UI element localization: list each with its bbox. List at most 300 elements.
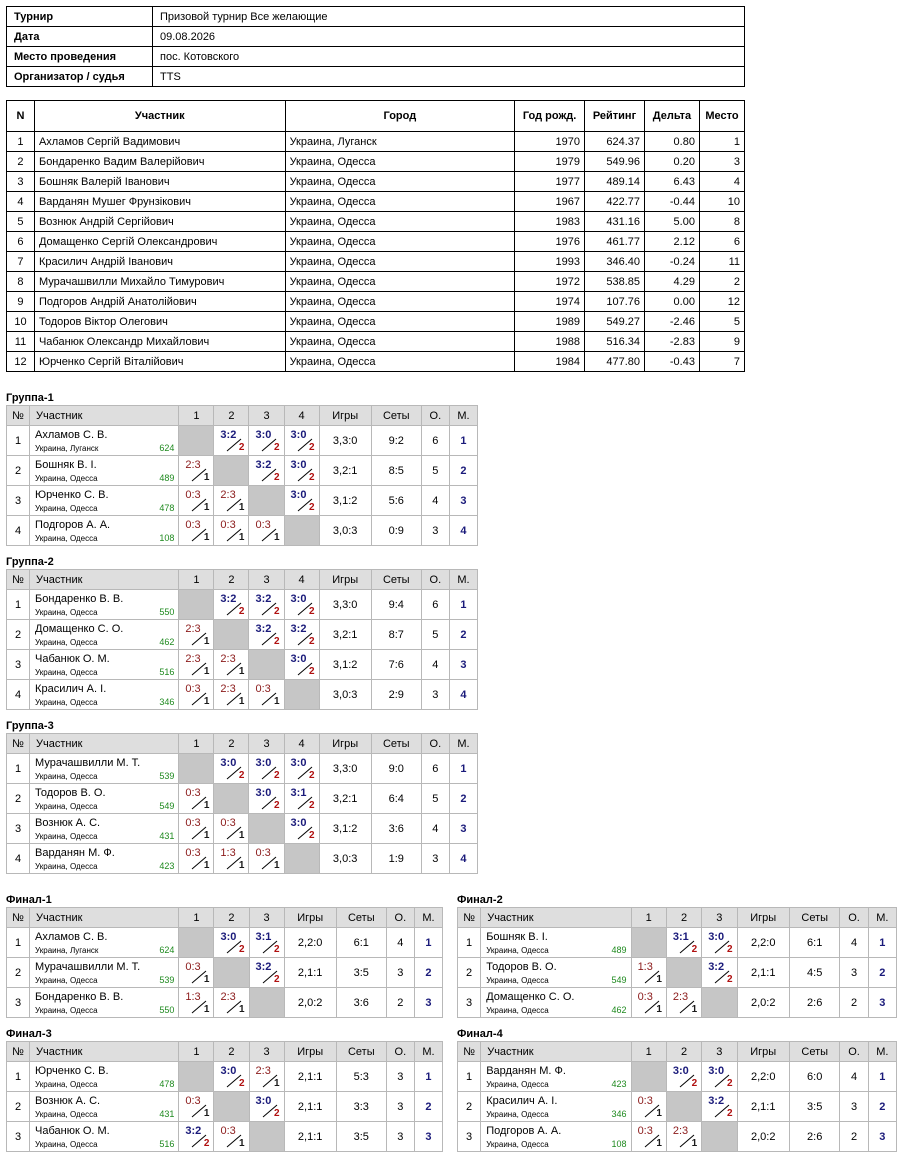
match-points: 1 [656, 1004, 662, 1015]
player-games: 3,2:1 [319, 784, 371, 814]
player-city: Украина, Одесса [35, 772, 98, 781]
match-score: 0:3 [637, 1095, 653, 1107]
match-score: 3:0 [290, 489, 307, 501]
player-rating: 539 [159, 771, 175, 781]
player-city: Украина, Одесса [35, 1140, 98, 1149]
player-rating: 489 [159, 473, 175, 483]
player-cell [481, 1122, 631, 1152]
player-number: 2 [7, 1092, 30, 1122]
match-score: 3:0 [290, 459, 307, 471]
player-rating: 462 [159, 637, 175, 647]
match-score: 3:0 [255, 757, 272, 769]
player-rating: 431 [159, 1109, 175, 1119]
player-name: Юрченко С. В. [35, 489, 109, 501]
player-header: Участник [481, 908, 631, 928]
player-place: 1 [414, 1062, 442, 1092]
opponent-header: 3 [249, 406, 284, 426]
sets-header: Сеты [789, 1042, 839, 1062]
match-result [249, 844, 284, 874]
player-cell [30, 486, 179, 516]
self-cell [214, 456, 249, 486]
match-points: 1 [273, 860, 280, 871]
match-score: 2:3 [220, 991, 236, 1003]
column-header: Дельта [645, 101, 700, 132]
group-table [6, 1041, 443, 1152]
player-sets: 3:5 [336, 1122, 386, 1152]
player-number: 3 [7, 988, 30, 1018]
match-score: 3:2 [220, 429, 237, 441]
match-score: 0:3 [255, 683, 271, 695]
num-header: № [458, 908, 481, 928]
match-score: 0:3 [637, 1125, 653, 1137]
match-result [666, 1122, 701, 1152]
table-cell: 538.85 [585, 272, 645, 292]
player-header: Участник [30, 734, 179, 754]
player-sets: 8:7 [371, 620, 421, 650]
table-cell: 422.77 [585, 192, 645, 212]
match-score: 2:3 [185, 459, 201, 471]
player-name: Бондаренко В. В. [35, 991, 124, 1003]
player-points: 3 [386, 958, 414, 988]
match-score: 1:3 [637, 961, 653, 973]
player-rating: 423 [611, 1079, 627, 1089]
table-cell: 6 [7, 232, 35, 252]
table-cell: Украина, Одесса [285, 272, 515, 292]
player-name: Варданян М. Ф. [35, 847, 115, 859]
match-result [249, 590, 284, 620]
match-score: 3:0 [255, 787, 272, 799]
opponent-header: 3 [702, 1042, 737, 1062]
player-games: 2,1:1 [737, 1092, 789, 1122]
match-result [702, 1062, 737, 1092]
table-cell: 549.96 [585, 152, 645, 172]
match-score: 3:2 [708, 1095, 725, 1107]
table-cell: Украина, Одесса [285, 312, 515, 332]
player-points: 6 [421, 754, 449, 784]
match-points: 1 [203, 860, 210, 871]
player-cell [30, 426, 179, 456]
match-points: 2 [238, 442, 245, 453]
table-cell: 0.20 [645, 152, 700, 172]
table-cell: 10 [699, 192, 744, 212]
match-points: 2 [309, 770, 315, 781]
match-result [179, 516, 214, 546]
table-cell: 0.80 [645, 132, 700, 152]
group-block [6, 719, 478, 874]
match-score: 3:0 [220, 1065, 237, 1077]
table-cell: -2.83 [645, 332, 700, 352]
table-row [7, 590, 478, 620]
player-number: 3 [7, 650, 30, 680]
self-cell [666, 1092, 701, 1122]
player-place: 4 [449, 516, 477, 546]
player-place: 2 [449, 784, 477, 814]
player-city: Украина, Одесса [35, 832, 98, 841]
table-cell: 1 [7, 132, 35, 152]
match-result [249, 456, 284, 486]
match-points: 1 [238, 1138, 245, 1149]
player-city: Украина, Одесса [486, 1080, 549, 1089]
match-points: 2 [691, 944, 698, 955]
player-rating: 516 [159, 1139, 175, 1149]
match-result [179, 1092, 214, 1122]
player-number: 1 [7, 426, 30, 456]
opponent-header: 3 [249, 734, 284, 754]
match-score: 3:0 [255, 429, 272, 441]
table-cell: 1979 [515, 152, 585, 172]
match-score: 3:2 [255, 961, 272, 973]
opponent-header: 2 [214, 1042, 249, 1062]
table-row [7, 1092, 443, 1122]
player-city: Украина, Одесса [486, 1140, 549, 1149]
column-header: Место [699, 101, 744, 132]
player-name: Подгоров А. А. [486, 1125, 562, 1137]
num-header: № [458, 1042, 481, 1062]
match-result [249, 620, 284, 650]
table-cell: Вознюк Андрій Сергійович [34, 212, 285, 232]
table-row [7, 312, 745, 332]
table-cell: 7 [7, 252, 35, 272]
player-sets: 5:6 [371, 486, 421, 516]
match-score: 2:3 [220, 489, 236, 501]
player-name: Вознюк А. С. [35, 1095, 101, 1107]
match-score: 3:2 [290, 623, 307, 635]
self-cell [702, 988, 737, 1018]
table-cell: -0.24 [645, 252, 700, 272]
player-games: 2,1:1 [284, 1092, 336, 1122]
place-header: М. [449, 406, 477, 426]
table-cell: 1 [699, 132, 744, 152]
points-header: О. [386, 908, 414, 928]
player-place: 2 [414, 1092, 442, 1122]
match-result [179, 1122, 214, 1152]
points-header: О. [421, 406, 449, 426]
match-result [214, 650, 249, 680]
player-city: Украина, Одесса [35, 504, 98, 513]
table-row [7, 352, 745, 372]
games-header: Игры [737, 908, 789, 928]
match-score: 0:3 [185, 847, 201, 859]
player-cell [30, 844, 179, 874]
match-score: 1:3 [220, 847, 236, 859]
match-result [284, 590, 319, 620]
match-result [214, 1122, 249, 1152]
info-value: Призовой турнир Все желающие [153, 7, 745, 27]
self-cell [214, 1092, 249, 1122]
match-score: 3:1 [672, 931, 689, 943]
self-cell [179, 928, 214, 958]
group-header-row [7, 908, 443, 928]
player-games: 3,1:2 [319, 814, 371, 844]
player-sets: 5:3 [336, 1062, 386, 1092]
match-points: 1 [238, 502, 245, 513]
player-cell [481, 958, 631, 988]
match-result [214, 928, 249, 958]
player-city: Украина, Одесса [35, 668, 98, 677]
player-points: 3 [386, 1062, 414, 1092]
player-header: Участник [30, 1042, 179, 1062]
player-sets: 6:4 [371, 784, 421, 814]
table-cell: 4.29 [645, 272, 700, 292]
match-points: 2 [309, 606, 315, 617]
player-sets: 2:6 [789, 988, 839, 1018]
player-sets: 3:3 [336, 1092, 386, 1122]
table-cell: Чабанюк Олександр Михайлович [34, 332, 285, 352]
table-row [7, 292, 745, 312]
match-points: 2 [726, 1078, 733, 1089]
match-points: 1 [238, 696, 245, 707]
opponent-header: 2 [666, 1042, 701, 1062]
player-points: 4 [386, 928, 414, 958]
games-header: Игры [319, 406, 371, 426]
match-result [179, 784, 214, 814]
match-result [284, 486, 319, 516]
match-points: 2 [274, 1108, 280, 1119]
player-city: Украина, Одесса [35, 638, 98, 647]
participants-table [6, 100, 745, 372]
player-header: Участник [30, 908, 179, 928]
player-name: Подгоров А. А. [35, 519, 111, 531]
match-result [214, 754, 249, 784]
match-points: 2 [238, 1078, 245, 1089]
self-cell [284, 680, 319, 710]
match-points: 2 [273, 442, 280, 453]
info-row [7, 7, 745, 27]
player-name: Бошняк В. І. [486, 931, 548, 943]
match-score: 3:0 [708, 1065, 725, 1077]
match-result [214, 844, 249, 874]
player-sets: 8:5 [371, 456, 421, 486]
table-cell: Украина, Одесса [285, 292, 515, 312]
opponent-header: 2 [666, 908, 701, 928]
table-cell: 6.43 [645, 172, 700, 192]
player-cell [30, 754, 179, 784]
group-header-row [7, 406, 478, 426]
player-number: 1 [7, 754, 30, 784]
match-score: 2:3 [672, 991, 689, 1003]
player-city: Украина, Одесса [35, 1006, 98, 1015]
self-cell [284, 844, 319, 874]
match-result [631, 1092, 666, 1122]
match-score: 2:3 [672, 1125, 689, 1137]
table-cell: 346.40 [585, 252, 645, 272]
num-header: № [7, 908, 30, 928]
opponent-header: 2 [214, 734, 249, 754]
opponent-header: 2 [214, 406, 249, 426]
match-result [284, 814, 319, 844]
place-header: М. [449, 734, 477, 754]
player-place: 3 [414, 988, 442, 1018]
match-points: 2 [238, 770, 245, 781]
group-title: Финал-2 [457, 894, 503, 906]
player-games: 3,1:2 [319, 486, 371, 516]
match-points: 2 [309, 830, 315, 841]
games-header: Игры [319, 734, 371, 754]
table-cell: Украина, Луганск [285, 132, 515, 152]
table-row [7, 426, 478, 456]
table-row [7, 272, 745, 292]
player-city: Украина, Луганск [35, 444, 99, 453]
column-header: Город [285, 101, 515, 132]
info-label: Место проведения [7, 47, 153, 67]
opponent-header: 4 [284, 734, 319, 754]
group-block [6, 893, 443, 1018]
table-cell: Украина, Одесса [285, 332, 515, 352]
table-row [7, 620, 478, 650]
player-rating: 516 [159, 667, 175, 677]
group-header-row [458, 908, 897, 928]
match-result [214, 590, 249, 620]
player-points: 5 [421, 620, 449, 650]
player-sets: 9:4 [371, 590, 421, 620]
player-points: 4 [421, 486, 449, 516]
match-result [249, 784, 284, 814]
player-cell [30, 1062, 179, 1092]
player-points: 3 [840, 958, 868, 988]
player-cell [30, 456, 179, 486]
column-header: Рейтинг [585, 101, 645, 132]
self-cell [214, 784, 249, 814]
table-row [7, 332, 745, 352]
table-cell: 2 [7, 152, 35, 172]
player-cell [481, 928, 631, 958]
table-row [7, 754, 478, 784]
player-games: 3,0:3 [319, 844, 371, 874]
table-cell: Подгоров Андрій Анатолійович [34, 292, 285, 312]
player-name: Варданян М. Ф. [486, 1065, 566, 1077]
table-row [7, 486, 478, 516]
group-title: Группа-2 [6, 556, 54, 568]
table-cell: Бошняк Валерій Іванович [34, 172, 285, 192]
table-row [7, 650, 478, 680]
table-cell: 3 [699, 152, 744, 172]
table-cell: Юрченко Сергій Віталійович [34, 352, 285, 372]
opponent-header: 2 [214, 570, 249, 590]
player-name: Мурачашвилли М. Т. [35, 961, 141, 973]
group-block [6, 555, 478, 710]
table-row [458, 1122, 897, 1152]
player-place: 2 [449, 456, 477, 486]
player-name: Вознюк А. С. [35, 817, 101, 829]
player-cell [30, 814, 179, 844]
column-header: Год рожд. [515, 101, 585, 132]
match-score: 1:3 [185, 991, 201, 1003]
player-sets: 9:0 [371, 754, 421, 784]
self-cell [284, 516, 319, 546]
player-number: 2 [7, 958, 30, 988]
match-result [284, 456, 319, 486]
match-result [284, 620, 319, 650]
table-row [458, 928, 897, 958]
player-games: 3,2:1 [319, 456, 371, 486]
match-points: 2 [274, 974, 280, 985]
table-cell: 489.14 [585, 172, 645, 192]
match-result [631, 958, 666, 988]
match-points: 1 [203, 696, 210, 707]
table-row [7, 1122, 443, 1152]
table-cell: 8 [699, 212, 744, 232]
player-number: 4 [7, 680, 30, 710]
player-rating: 346 [611, 1109, 627, 1119]
match-score: 2:3 [220, 683, 236, 695]
player-place: 3 [868, 988, 896, 1018]
player-number: 4 [7, 516, 30, 546]
table-cell: Украина, Одесса [285, 192, 515, 212]
player-place: 4 [449, 680, 477, 710]
match-points: 2 [203, 1138, 210, 1149]
player-sets: 6:1 [789, 928, 839, 958]
player-city: Украина, Одесса [35, 698, 98, 707]
group-block [6, 1027, 443, 1152]
match-score: 0:3 [185, 961, 201, 973]
match-result [179, 650, 214, 680]
table-row [7, 814, 478, 844]
player-rating: 108 [611, 1139, 627, 1149]
table-cell: 624.37 [585, 132, 645, 152]
match-result [179, 486, 214, 516]
table-cell: Ахламов Сергій Вадимович [34, 132, 285, 152]
points-header: О. [840, 908, 868, 928]
player-rating: 478 [159, 1079, 175, 1089]
match-points: 2 [691, 1078, 698, 1089]
table-cell: 1972 [515, 272, 585, 292]
table-cell: 12 [7, 352, 35, 372]
match-result [179, 620, 214, 650]
match-points: 2 [726, 944, 733, 955]
player-number: 3 [7, 814, 30, 844]
match-score: 0:3 [185, 787, 201, 799]
num-header: № [7, 1042, 30, 1062]
table-row [7, 784, 478, 814]
table-cell: 1988 [515, 332, 585, 352]
match-score: 3:1 [255, 931, 272, 943]
match-result [249, 1062, 284, 1092]
table-cell: 1976 [515, 232, 585, 252]
player-points: 3 [421, 680, 449, 710]
player-cell [30, 1122, 179, 1152]
opponent-header: 4 [284, 570, 319, 590]
player-points: 4 [840, 928, 868, 958]
match-score: 2:3 [255, 1065, 271, 1077]
player-points: 3 [386, 1122, 414, 1152]
group-title: Финал-3 [6, 1028, 52, 1040]
points-header: О. [386, 1042, 414, 1062]
table-cell: 5 [699, 312, 744, 332]
player-rating: 624 [159, 443, 175, 453]
match-score: 0:3 [220, 1125, 236, 1137]
games-header: Игры [737, 1042, 789, 1062]
player-points: 2 [386, 988, 414, 1018]
player-games: 2,1:1 [284, 1122, 336, 1152]
table-row [7, 252, 745, 272]
match-score: 3:2 [255, 459, 272, 471]
table-cell: Варданян Мушег Фрунзікович [34, 192, 285, 212]
player-name: Домащенко С. О. [35, 623, 124, 635]
match-points: 1 [203, 532, 210, 543]
match-points: 1 [656, 974, 662, 985]
match-points: 1 [691, 1004, 698, 1015]
player-sets: 0:9 [371, 516, 421, 546]
match-score: 3:0 [708, 931, 725, 943]
table-cell: Бондаренко Вадим Валерійович [34, 152, 285, 172]
match-score: 0:3 [255, 847, 271, 859]
num-header: № [7, 406, 30, 426]
player-number: 2 [458, 1092, 481, 1122]
self-cell [249, 486, 284, 516]
place-header: М. [449, 570, 477, 590]
table-row [7, 988, 443, 1018]
player-games: 2,1:1 [737, 958, 789, 988]
